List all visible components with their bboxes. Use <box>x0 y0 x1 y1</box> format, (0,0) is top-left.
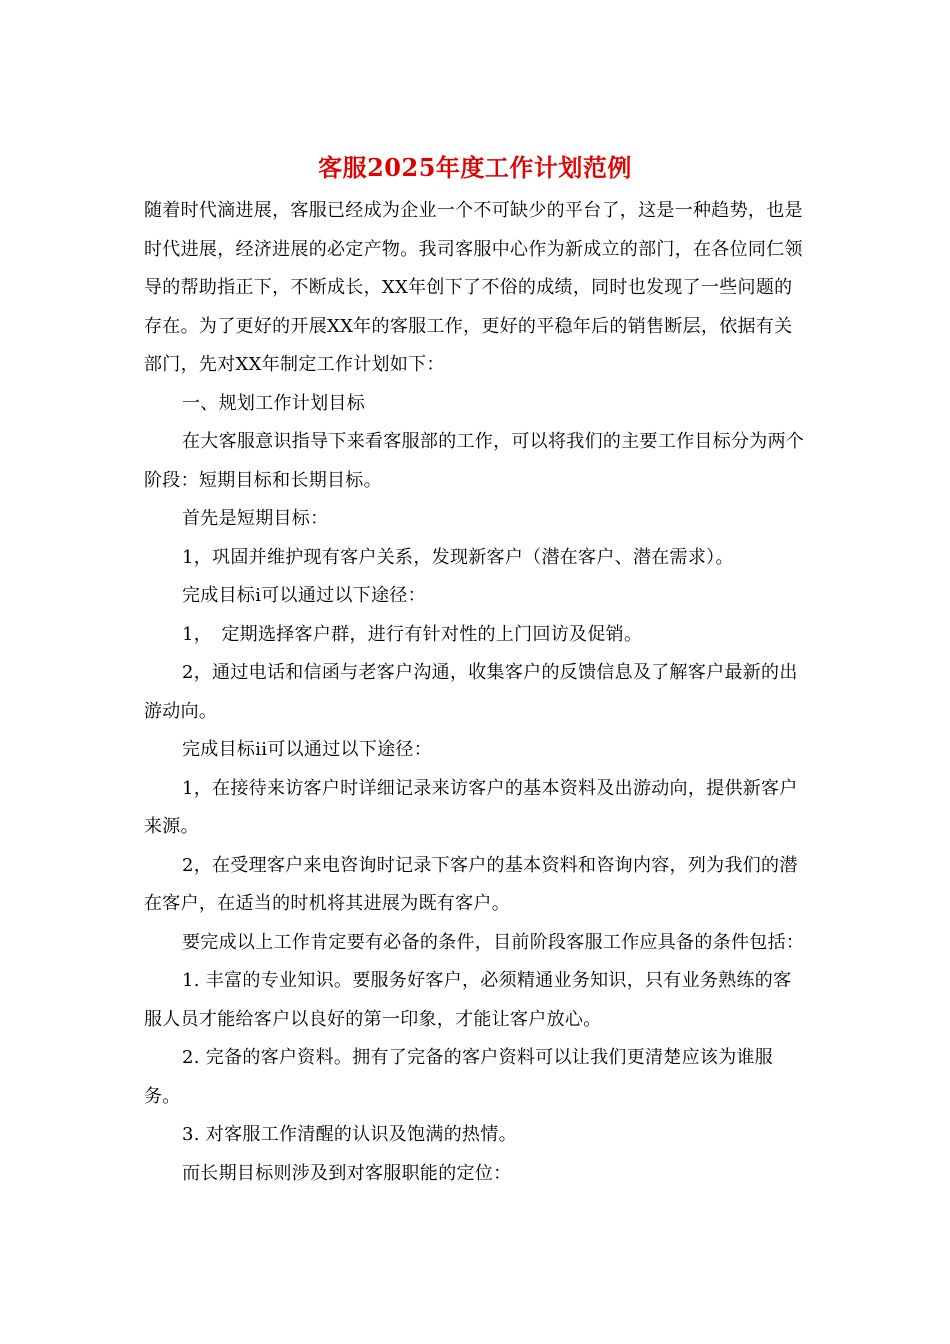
paragraph: 2，通过电话和信函与老客户沟通，收集客户的反馈信息及了解客户最新的出游动向。 <box>144 662 798 722</box>
paragraph: 而长期目标则涉及到对客服职能的定位： <box>182 1162 512 1184</box>
document-title: 客服2025年度工作计划范例 <box>318 153 632 182</box>
paragraph: 完成目标i可以通过以下途径： <box>182 585 426 606</box>
paragraph: 要完成以上工作肯定要有必备的条件，目前阶段客服工作应具备的条件包括： <box>182 931 805 953</box>
paragraph: 在大客服意识指导下来看客服部的工作，可以将我们的主要工作目标分为两个阶段：短期目标和长期目标。 <box>144 431 805 491</box>
paragraph: 随着时代滴进展，客服已经成为企业一个不可缺少的平台了，这是一种趋势，也是时代进展，经济进展的必定产物。我司客服中心作为新成立的部门，在各位同仁领导的帮助指正下，不断成长，XX年创下了不俗的成绩，同时也发现了一些问题的存在。为了更好的开展XX年的客服工作，更好的平稳年后的销售断层，依据有关部门，先对XX年制定工作计划如下： <box>144 200 803 375</box>
paragraph: 一、规划工作计划目标 <box>182 392 365 414</box>
paragraph: 2. 完备的客户资料。拥有了完备的客户资料可以让我们更清楚应该为谁服务。 <box>144 1047 774 1107</box>
document-body <box>144 192 808 1193</box>
paragraph: 完成目标ii可以通过以下途径： <box>182 739 433 760</box>
paragraph: 3. 对客服工作清醒的认识及饱满的热情。 <box>182 1124 517 1145</box>
paragraph: 2，在受理客户来电咨询时记录下客户的基本资料和咨询内容，列为我们的潜在客户，在适当的时机将其进展为既有客户。 <box>144 854 798 914</box>
paragraph: 首先是短期目标： <box>182 508 329 529</box>
paragraph: 1，巩固并维护现有客户关系，发现新客户（潜在客户、潜在需求）。 <box>182 546 734 568</box>
paragraph: 1. 丰富的专业知识。要服务好客户，必须精通业务知识，只有业务熟练的客服人员才能给客户以良好的第一印象，才能让客户放心。 <box>144 970 792 1030</box>
paragraph: 1，在接待来访客户时详细记录来访客户的基本资料及出游动向，提供新客户来源。 <box>144 777 798 837</box>
paragraph: 1， 定期选择客户群，进行有针对性的上门回访及促销。 <box>182 623 643 645</box>
